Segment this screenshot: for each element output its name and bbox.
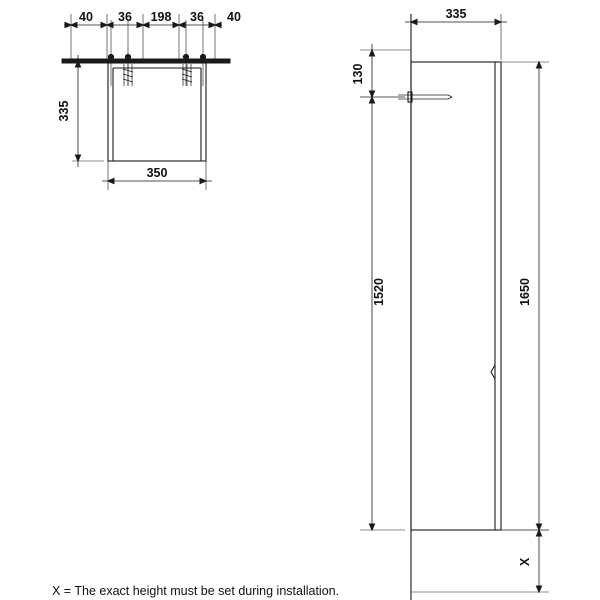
dim-side-1650: 1650	[518, 278, 532, 306]
door-handle-notch	[491, 365, 495, 379]
dim-side-x: X	[518, 557, 532, 567]
dim-top-width-350: 350	[146, 166, 168, 180]
top-view-group	[57, 10, 241, 190]
dim-side-130: 130	[351, 63, 365, 85]
dim-side-1520: 1520	[372, 278, 386, 306]
mounting-bracket	[398, 92, 452, 102]
dim-top-198: 198	[150, 10, 172, 24]
fixing-screw-2	[182, 64, 192, 86]
dim-top-depth-335: 335	[57, 100, 71, 122]
cabinet-side-outline	[411, 62, 501, 530]
dim-top-36-left: 36	[118, 10, 132, 24]
dim-top-36-right: 36	[190, 10, 204, 24]
dim-side-depth-335: 335	[445, 7, 467, 21]
side-view-group	[351, 7, 549, 600]
dim-top-40-left: 40	[79, 10, 93, 24]
dim-top-40-right: 40	[227, 10, 241, 24]
footnote-text: X = The exact height must be set during installation.	[52, 584, 340, 598]
fixing-screw-1	[123, 64, 133, 86]
